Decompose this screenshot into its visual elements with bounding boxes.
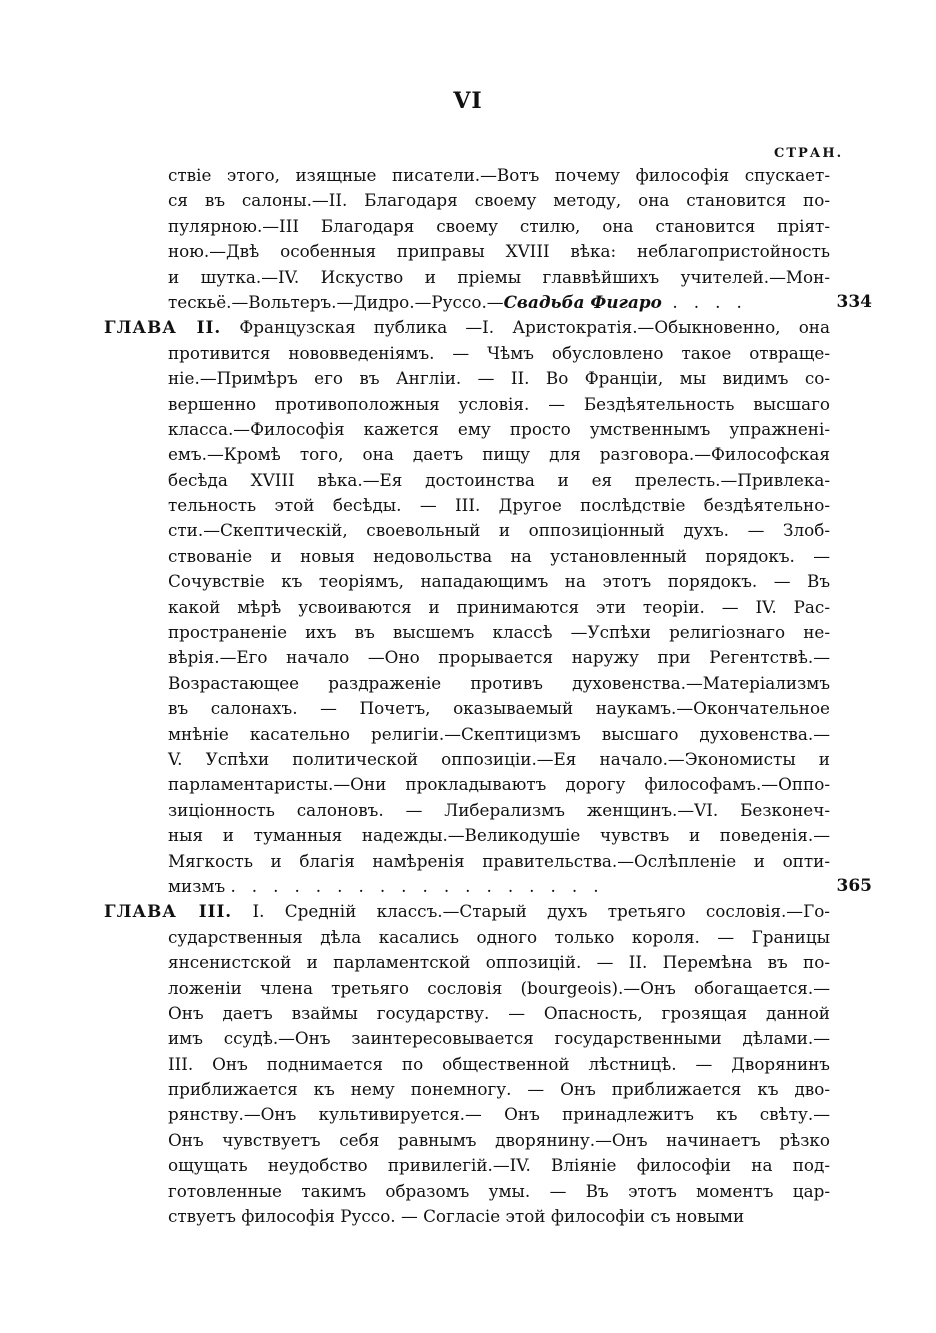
text-line (104, 595, 830, 620)
text-line (104, 925, 830, 950)
text-line (104, 366, 830, 391)
line-text: Мягкость и благія намѣренія правительства.—Ослѣпленіе и опти- (168, 850, 830, 871)
text-line (104, 1052, 830, 1077)
text-line (104, 315, 830, 340)
text-line (104, 671, 830, 696)
line-text: и шутка.—IV. Искуство и пріемы главвѣйшихъ учителей.—Мон- (168, 266, 830, 287)
page-reference: 365 (836, 875, 872, 896)
text-line (104, 849, 830, 874)
line-text: ощущать неудобство привилегій.—IV. Вліяніе философіи на под- (168, 1155, 830, 1176)
line-text: ныя и туманныя надежды.—Великодушіе чувствъ и поведенія.— (168, 825, 830, 846)
line-text: сти.—Скептическій, своевольный и оппозиціонный духъ. — Злоб- (168, 520, 830, 541)
chapter-heading: ГЛАВА III. (104, 901, 233, 922)
text-line (104, 518, 830, 543)
text-line (104, 950, 830, 975)
line-text: ствіе этого, изящные писатели.—Вотъ почему философія спускает- (168, 165, 830, 185)
line-text: готовленные такимъ образомъ умы. — Въ этотъ моментъ цар- (168, 1180, 830, 1201)
text-line (104, 417, 830, 442)
line-text: емъ.—Кромѣ того, она даетъ пищу для разговора.—Философская (168, 444, 830, 465)
chapter-heading: ГЛАВА II. (104, 317, 222, 338)
italic-title: Свадьба Фигаро (503, 291, 662, 312)
text-line (104, 442, 830, 467)
page-reference: 334 (836, 291, 872, 312)
line-text: мнѣніе касательно религіи.—Скептицизмъ высшаго духовенства.— (168, 723, 830, 744)
text-line (104, 1077, 830, 1102)
page-number: VI (453, 88, 483, 114)
text-line (104, 823, 830, 848)
line-text: пулярною.—III Благодаря своему стилю, она становится пріят- (168, 215, 830, 236)
text-line (104, 722, 830, 747)
text-line (104, 1204, 830, 1229)
line-text: рянству.—Онъ культивируется.— Онъ принадлежитъ къ свѣту.— (168, 1104, 830, 1125)
text-line (104, 392, 830, 417)
text-line (104, 645, 830, 670)
line-text: Онъ даетъ взаймы государству. — Опасность, грозящая данной (168, 1002, 830, 1023)
text-line (104, 290, 872, 315)
table-of-contents-text (104, 163, 872, 1229)
text-line (104, 188, 830, 213)
text-line (104, 493, 830, 518)
line-text: Французская публика —I. Аристократія.—Обыкновенно, она (239, 317, 830, 338)
text-line (104, 239, 830, 264)
line-text: ствованіе и новыя недовольства на установленный порядокъ. — (168, 545, 830, 566)
text-line (104, 772, 830, 797)
line-text: пространеніе ихъ въ высшемъ классѣ —Успѣхи религіознаго не- (168, 622, 830, 643)
line-text: ніе.—Примѣръ его въ Англіи. — II. Во Франціи, мы видимъ со- (168, 368, 830, 389)
text-line (104, 468, 830, 493)
line-text: тельность этой бесѣды. — III. Другое послѣдствіе бездѣятельно- (168, 495, 830, 516)
text-line (104, 976, 830, 1001)
line-text: вѣрія.—Его начало —Оно прорывается наружу при Регентствѣ.— (168, 647, 830, 668)
text-line (104, 214, 830, 239)
line-text: ствуетъ философія Руссо. — Согласіе этой философіи съ новыми (168, 1206, 745, 1227)
text-line (104, 747, 830, 772)
line-text: I. Средній классъ.—Старый духъ третьяго сословія.—Го- (252, 901, 830, 922)
line-text: Онъ чувствуетъ себя равнымъ дворянину.—Онъ начинаетъ рѣзко (168, 1129, 830, 1150)
line-text: вершенно противоположныя условія. — Бездѣятельность высшаго (168, 393, 830, 414)
line-text: V. Успѣхи политической оппозиціи.—Ея начало.—Экономисты и (168, 748, 830, 769)
line-text: въ салонахъ. — Почетъ, оказываемый наукамъ.—Окончательное (168, 698, 830, 719)
text-line (104, 1128, 830, 1153)
line-text: III. Онъ поднимается по общественной лѣстницѣ. — Дворянинъ (168, 1053, 830, 1074)
page-column-label: СТРАН. (774, 146, 844, 161)
text-line (104, 798, 830, 823)
text-line (104, 620, 830, 645)
text-line (104, 341, 830, 366)
line-text: противится нововведеніямъ. — Чѣмъ обусловлено такое отвраще- (168, 342, 830, 363)
text-line (104, 1026, 830, 1051)
line-text: мизмъ (168, 875, 226, 896)
text-line (104, 696, 830, 721)
text-line (104, 265, 830, 290)
line-text: тескьё.—Вольтеръ.—Дидро.—Руссо.— (168, 291, 504, 312)
line-text: Сочувствіе къ теоріямъ, нападающимъ на этотъ порядокъ. — Въ (168, 571, 830, 592)
leader-dots: . . . . (661, 291, 742, 312)
line-text: ложеніи члена третьяго сословія (bourgeois).—Онъ обогащается.— (168, 977, 830, 998)
line-text: приближается къ нему понемногу. — Онъ приближается къ дво- (168, 1079, 830, 1100)
text-line (104, 899, 830, 924)
line-text: имъ ссудѣ.—Онъ заинтересовывается государственными дѣлами.— (168, 1028, 830, 1049)
line-text: бесѣда XVIII вѣка.—Ея достоинства и ея прелесть.—Привлека- (168, 469, 830, 490)
text-line (104, 1153, 830, 1178)
text-line (104, 163, 830, 188)
line-text: янсенистской и парламентской оппозицій. — II. Перемѣна въ по- (168, 952, 830, 973)
line-text: какой мѣрѣ усвоиваются и принимаются эти теоріи. — IV. Рас- (168, 596, 830, 617)
line-text: класса.—Философія кажется ему просто умственнымъ упражнені- (168, 418, 830, 439)
text-line (104, 544, 830, 569)
line-text: зиціонность салоновъ. — Либерализмъ женщинъ.—VI. Безконеч- (168, 799, 830, 820)
text-line (104, 1102, 830, 1127)
line-text: парламентаристы.—Они прокладываютъ дорогу философамъ.—Оппо- (168, 774, 830, 795)
text-line (104, 1179, 830, 1204)
leader-dots: . . . . . . . . . . . . . . . . . . (225, 875, 599, 896)
text-line (104, 874, 872, 899)
text-line (104, 1001, 830, 1026)
line-text: Возрастающее раздраженіе противъ духовенства.—Матеріализмъ (168, 672, 830, 693)
line-text: сударственныя дѣла касались одного только короля. — Границы (168, 926, 830, 947)
line-text: ною.—Двѣ особенныя приправы XVIII вѣка: неблагопристойность (168, 241, 830, 262)
line-text: ся въ салоны.—II. Благодаря своему методу, она становится по- (168, 190, 830, 211)
text-line (104, 569, 830, 594)
